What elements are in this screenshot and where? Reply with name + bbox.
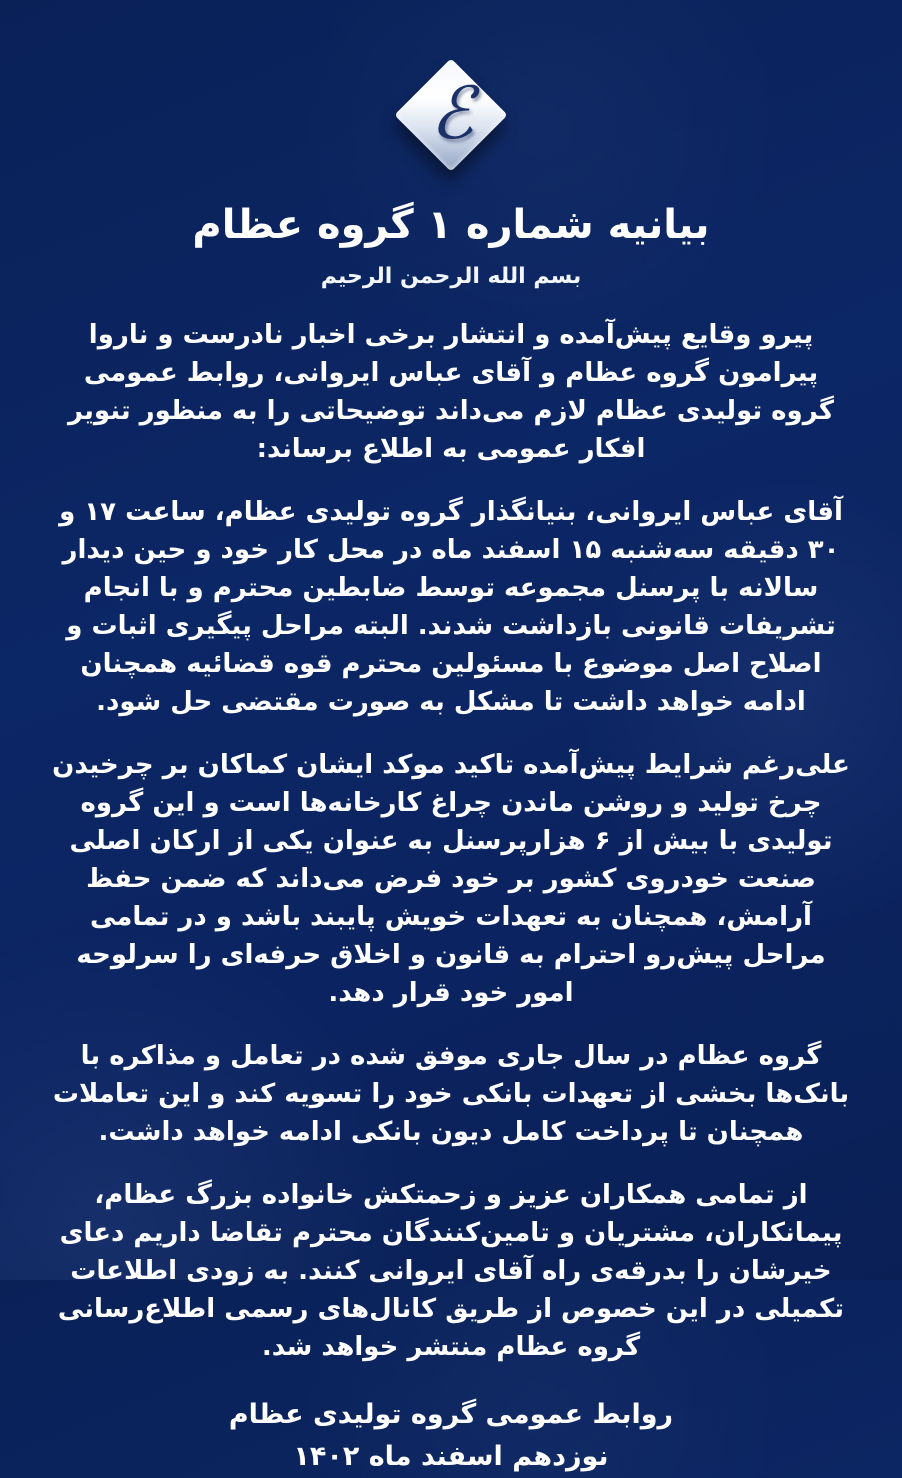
ezam-logo — [391, 56, 511, 174]
paragraph-production-commitment: علی‌رغم شرایط پیش‌آمده تاکید موکد ایشان کماکان بر چرخیدن چرخ تولید و روشن ماندن چراغ کارخانه‌ها است و این گروه تولیدی با بیش از ۶ هزارپرسنل به عنوان یکی از ارکان اصلی صنعت خودروی کشور بر خود فرض می‌داند که ضمن حفظ آرامش، همچنان به تعهدات خویش پایبند باشد و در تمامی مراحل پیش‌رو احترام به قانون و اخلاق حرفه‌ای را سرلوحه امور خود قرار دهد. — [52, 750, 850, 1008]
paragraph-bank-obligations: گروه عظام در سال جاری موفق شده در تعامل و مذاکره با بانک‌ها بخشی از تعهدات بانکی خود را تسویه کند و این تعاملات همچنان تا پرداخت کامل دیون بانکی ادامه خواهد داشت. — [52, 1041, 850, 1147]
signature-date: نوزدهم اسفند ماه ۱۴۰۲ — [293, 1441, 609, 1472]
statement-body — [48, 316, 854, 1366]
diamond-shape — [394, 58, 507, 171]
paragraph-appreciation: از تمامی همکاران عزیز و زحمتکش خانواده بزرگ عظام، پیمانکاران، مشتریان و تامین‌کنندگان محترم تقاضا داریم دعای خیرشان را بدرقه‌ی راه آقای ایروانی کنند. به زودی اطلاعات تکمیلی در این خصوص از طریق کانال‌های رسمی اطلاع‌رسانی گروه عظام منتشر خواهد شد. — [57, 1180, 845, 1362]
signature-block — [0, 1394, 902, 1478]
statement-title: بیانیه شماره ۱ گروه عظام — [192, 202, 710, 248]
signature-org: روابط عمومی گروه تولیدی عظام — [228, 1399, 674, 1430]
paragraph-intro: پیرو وقایع پیش‌آمده و انتشار برخی اخبار نادرست و ناروا پیرامون گروه عظام و آقای عباس ایروانی، روابط عمومی گروه تولیدی عظام لازم می‌داند توضیحاتی را به منظور تنویر افکار عمومی به اطلاع برساند: — [68, 320, 834, 464]
paragraph-arrest-details: آقای عباس ایروانی، بنیانگذار گروه تولیدی عظام، ساعت ۱۷ و ۳۰ دقیقه سه‌شنبه ۱۵ اسفند ماه در محل کار خود و حین دیدار سالانه با پرسنل مجموعه توسط ضابطین محترم و با انجام تشریفات قانونی بازداشت شدند. البته مراحل پیگیری اثبات و اصلاح اصل موضوع با مسئولین محترم قوه قضائیه همچنان ادامه خواهد داشت تا مشکل به صورت مقتضی حل شود. — [59, 497, 843, 717]
script-e-letter: ℰ — [430, 71, 474, 155]
bismillah-line: بسم الله الرحمن الرحیم — [320, 264, 582, 289]
